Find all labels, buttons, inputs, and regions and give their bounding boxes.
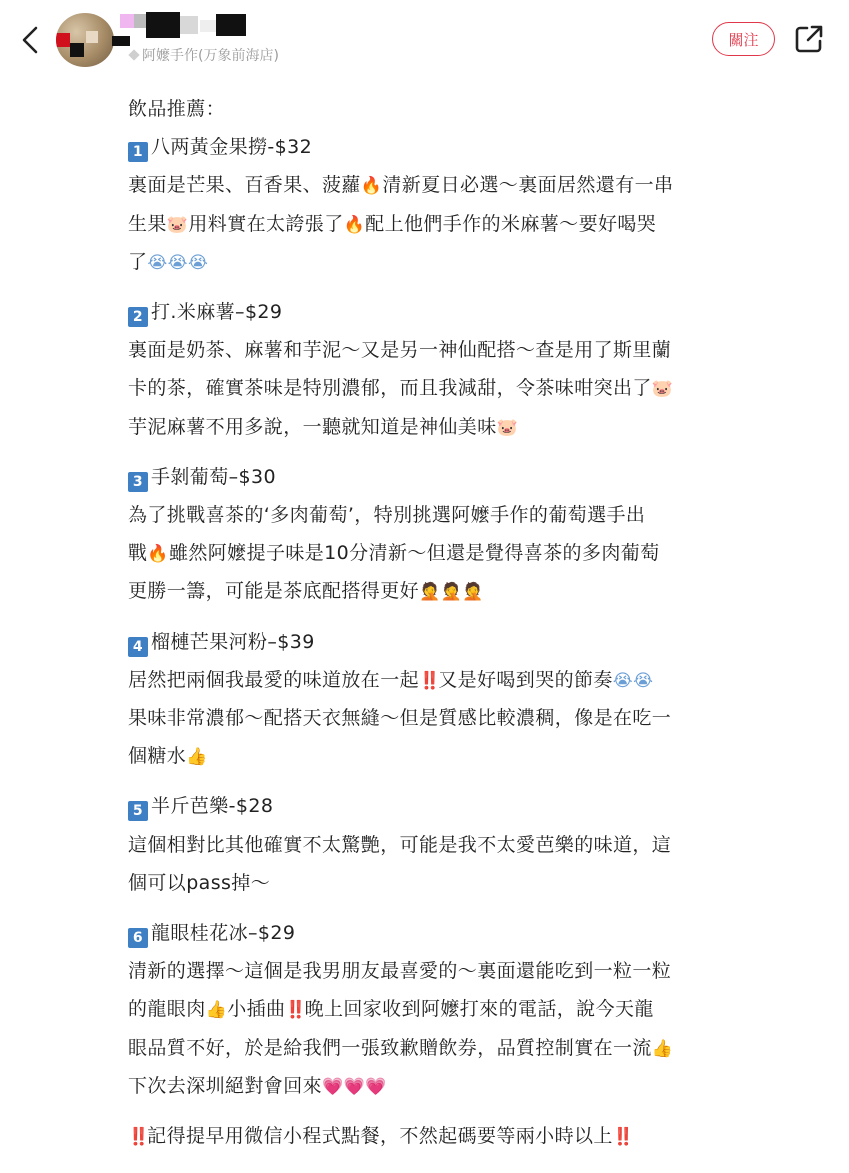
number-badge: 1 xyxy=(128,142,148,162)
avatar[interactable] xyxy=(56,13,114,67)
store-name: 阿嬤手作(万象前海店) xyxy=(142,48,279,64)
heart-icon: 💗 xyxy=(322,1076,344,1097)
item-1-line-3: 了😭😭😭 xyxy=(128,250,209,273)
crying-face-icon: 😭 xyxy=(147,252,168,273)
item-2-line-3: 芋泥麻薯不用多說，一聽就知道是神仙美味🐷 xyxy=(128,415,519,438)
post-body xyxy=(128,90,728,1155)
item-6-title: 6 龍眼桂花冰–$29 xyxy=(128,914,728,952)
fire-icon: 🔥 xyxy=(360,176,383,197)
item-1-title: 1 八两黃金果撈-$32 xyxy=(128,128,728,166)
item-2-title: 2 打.米麻薯–$29 xyxy=(128,293,728,331)
double-exclamation-icon: ‼️ xyxy=(612,1127,632,1148)
item-3-title: 3 手剝葡萄–$30 xyxy=(128,458,728,496)
double-exclamation-icon: ‼️ xyxy=(128,1127,148,1148)
item-2-line-2: 卡的茶，確實茶味是特別濃郁，而且我減甜，令茶味咁突出了🐷 xyxy=(128,377,674,400)
facepalm-icon: 🤦 xyxy=(440,582,463,603)
post-header xyxy=(0,0,849,82)
item-4-line-1: 居然把兩個我最愛的味道放在一起‼️又是好喝到哭的節奏😭😭 xyxy=(128,668,654,691)
item-2-line-1: 裏面是奶茶、麻薯和芋泥～又是另一神仙配搭～查是用了斯里蘭 xyxy=(128,339,672,362)
footer-note: ‼️記得提早用微信小程式點餐，不然起碼要等兩小時以上‼️ xyxy=(128,1125,632,1148)
item-4-title: 4 榴槤芒果河粉–$39 xyxy=(128,623,728,661)
intro-text: 飲品推薦： xyxy=(128,98,226,120)
item-5-line-1: 這個相對比其他確實不太驚艷，可能是我不太愛芭樂的味道，這 xyxy=(128,833,672,856)
crying-face-icon: 😭 xyxy=(633,670,654,691)
item-3-line-3: 更勝一籌，可能是茶底配搭得更好🤦🤦🤦 xyxy=(128,580,484,603)
pig-face-icon: 🐷 xyxy=(651,379,674,400)
item-5-line-2: 個可以pass掉～ xyxy=(128,871,271,894)
facepalm-icon: 🤦 xyxy=(462,582,484,603)
store-location[interactable] xyxy=(130,45,279,65)
chevron-left-icon xyxy=(21,25,39,55)
item-5-title: 5 半斤芭樂-$28 xyxy=(128,787,728,825)
pig-face-icon: 🐷 xyxy=(166,214,189,235)
thumbs-up-icon: 👍 xyxy=(186,747,208,768)
item-6-line-3: 眼品質不好，於是給我們一張致歉贈飲券，品質控制實在一流👍 xyxy=(128,1036,674,1059)
heart-icon: 💗 xyxy=(343,1076,366,1097)
pig-face-icon: 🐷 xyxy=(496,417,519,438)
back-button[interactable] xyxy=(14,20,46,60)
thumbs-up-icon: 👍 xyxy=(205,1000,228,1021)
external-share-icon xyxy=(794,24,824,54)
item-1-line-2: 生果🐷用料實在太誇張了🔥配上他們手作的米麻薯～要好喝哭 xyxy=(128,212,657,235)
item-6-line-1: 清新的選擇～這個是我男朋友最喜愛的～裏面還能吃到一粒一粒 xyxy=(128,960,672,983)
item-4-line-2: 果味非常濃郁～配搭天衣無縫～但是質感比較濃稠，像是在吃一 xyxy=(128,707,672,730)
facepalm-icon: 🤦 xyxy=(419,582,441,603)
number-badge: 4 xyxy=(128,637,148,657)
item-6-line-4: 下次去深圳絕對會回來💗💗💗 xyxy=(128,1074,387,1097)
item-3-line-2: 戰🔥雖然阿嬤提子味是10分清新～但還是覺得喜茶的多肉葡萄 xyxy=(128,542,660,565)
fire-icon: 🔥 xyxy=(147,544,169,565)
follow-button[interactable]: 關注 xyxy=(712,22,775,56)
item-3-line-1: 為了挑戰喜茶的‘多肉葡萄’，特別挑選阿嬤手作的葡萄選手出 xyxy=(128,504,646,527)
item-6-line-2: 的龍眼肉👍小插曲‼️晚上回家收到阿嬤打來的電話，說今天龍 xyxy=(128,998,654,1021)
author-name-redacted xyxy=(120,12,250,42)
share-button[interactable] xyxy=(794,24,824,54)
number-badge: 2 xyxy=(128,307,148,327)
crying-face-icon: 😭 xyxy=(167,252,188,273)
crying-face-icon: 😭 xyxy=(612,670,634,691)
number-badge: 5 xyxy=(128,801,148,821)
double-exclamation-icon: ‼️ xyxy=(285,1000,305,1021)
number-badge: 6 xyxy=(128,928,148,948)
item-4-line-3: 個糖水👍 xyxy=(128,745,208,768)
heart-icon: 💗 xyxy=(365,1076,387,1097)
crying-face-icon: 😭 xyxy=(187,252,209,273)
item-1-line-1: 裏面是芒果、百香果、菠蘿🔥清新夏日必選～裏面居然還有一串 xyxy=(128,174,674,197)
double-exclamation-icon: ‼️ xyxy=(419,670,439,691)
location-dot-icon xyxy=(128,49,139,60)
thumbs-up-icon: 👍 xyxy=(651,1038,674,1059)
number-badge: 3 xyxy=(128,472,148,492)
fire-icon: 🔥 xyxy=(343,214,366,235)
